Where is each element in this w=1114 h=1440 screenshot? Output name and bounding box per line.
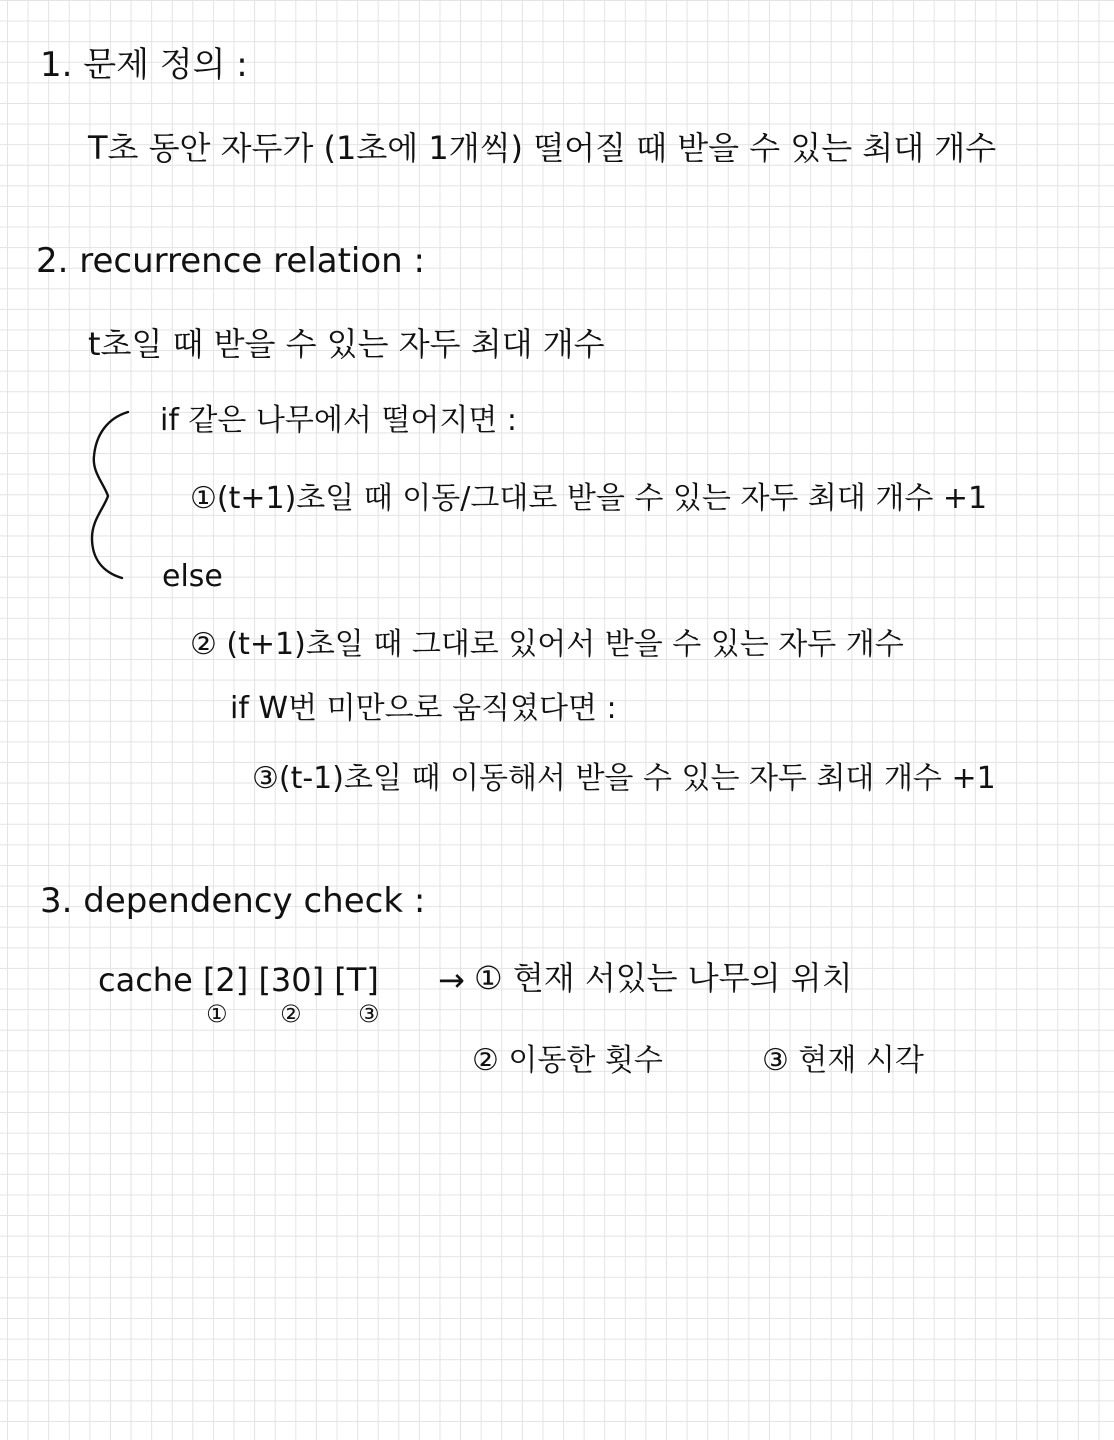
curly-brace-icon — [84, 408, 134, 583]
section2-intro: t초일 때 받을 수 있는 자두 최대 개수 — [88, 325, 605, 363]
case-2: ② (t+1)초일 때 그대로 있어서 받을 수 있는 자두 개수 — [190, 627, 904, 662]
section3-heading: 3. dependency check : — [40, 881, 426, 921]
section2-heading: 2. recurrence relation : — [36, 241, 425, 281]
arrow-icon: → — [438, 961, 465, 999]
if-same-tree: if 같은 나무에서 떨어지면 : — [160, 403, 517, 438]
case-1: ①(t+1)초일 때 이동/그대로 받을 수 있는 자두 최대 개수 +1 — [190, 481, 988, 516]
else-label: else — [162, 559, 223, 594]
index-mark-2: ② — [280, 1000, 302, 1028]
index-mark-1: ① — [206, 1000, 228, 1028]
section1-heading: 1. 문제 정의 : — [40, 45, 248, 85]
case-3: ③(t-1)초일 때 이동해서 받을 수 있는 자두 최대 개수 +1 — [252, 761, 996, 796]
legend-move-count: ② 이동한 횟수 — [472, 1043, 663, 1078]
cache-expression: cache [2] [30] [T] — [98, 961, 379, 999]
legend-current-time: ③ 현재 시각 — [762, 1043, 924, 1078]
legend-position: ① 현재 서있는 나무의 위치 — [474, 959, 853, 997]
index-mark-3: ③ — [358, 1000, 380, 1028]
section1-body: T초 동안 자두가 (1초에 1개씩) 떨어질 때 받을 수 있는 최대 개수 — [88, 129, 997, 167]
if-moved-less-than-w: if W번 미만으로 움직였다면 : — [230, 691, 617, 726]
